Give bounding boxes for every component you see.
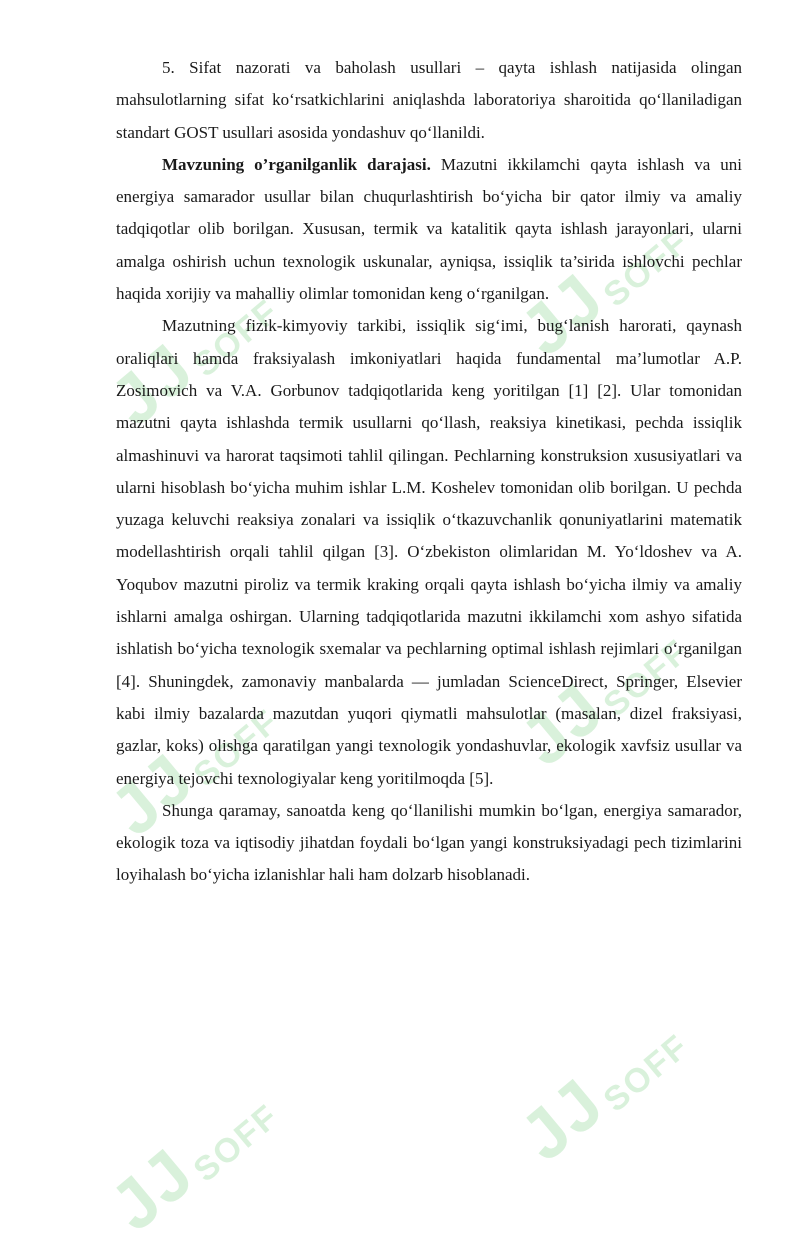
paragraph-quality-methods: 5. Sifat nazorati va baholash usullari – qayta ishlash natijasida olingan mahsulotlarning sifat ko‘rsatkichlarini aniqlashda laboratoriya sharoitida qo‘llaniladigan standart GOST usullari asosida yondashuv qo‘llanildi.	[116, 58, 742, 142]
watermark-logo: JJSOFF	[95, 702, 287, 851]
paragraph-body: Mazutni ikkilamchi qayta ishlash va uni energiya samarador usullar bilan chuqurlashtirish bo‘yicha bir qator ilmiy va amaliy tadqiqotlar olib borilgan. Xususan, termik va katalitik qayta ishlash jarayonlari, ularni amalga oshirish uchun texnologik uskunalar, ayniqsa, issiqlik ta’sirida ishlovchi pechlar haqida xorijiy va mahalliy olimlar tomonidan keng o‘rganilgan.	[116, 154, 742, 304]
paragraph-literature-review: Mazutning fizik-kimyoviy tarkibi, issiqlik sig‘imi, bug‘lanish harorati, qaynash oraliqlari hamda fraksiyalash imkoniyatlari haqida fundamental ma’lumotlar A.P. Zosimovich va V.A. Gorbunov tadqiqotlarida keng yoritilgan [1] [2]. Ular tomonidan mazutni qayta ishlashda termik usullarni qo‘llash, reaksiya kinetikasi, pechda issiqlik almashinuvi va harorat taqsimoti tahlil qilingan. Pechlarning konstruksion xususiyatlari va ularni hisoblash bo‘yicha muhim ishlar L.M. Koshelev tomonidan olib borilgan. U pechda yuzaga keluvchi reaksiya zonalari va issiqlik o‘tkazuvchanlik qonuniyatlarini matematik modellashtirish orqali tahlil qilgan [3]. O‘zbekiston olimlaridan M. Yo‘ldoshev va A. Yoqubov mazutni piroliz va termik kraking orqali qayta ishlash bo‘yicha ilmiy va amaliy ishlarni amalga oshirgan. Ularning tadqiqotlarida mazutni ikkilamchi xom ashyo sifatida ishlatish bo‘yicha texnologik sxemalar va pechlarning optimal ishlash rejimlari o‘rganilgan [4]. Shuningdek, zamonaviy manbalarda — jumladan ScienceDirect, Springer, Elsevier kabi ilmiy bazalarda mazutdan yuqori qiymatli mahsulotlar (masalan, dizel fraksiyasi, gazlar, koks) olishga qaratilgan yangi texnologik yondashuvlar, ekologik xavfsiz usullar va energiya tejovchi texnologiyalar keng yoritilmoqda [5].	[116, 316, 742, 788]
section-heading: Mavzuning o’rganilganlik darajasi.	[162, 154, 431, 174]
paragraph-study-level	[116, 149, 742, 310]
watermark-logo: JJSOFF	[505, 222, 697, 371]
watermark-logo: JJSOFF	[95, 1097, 287, 1246]
document-page	[116, 52, 742, 892]
watermark-logo: JJSOFF	[505, 1027, 697, 1176]
watermark-logo: JJSOFF	[95, 292, 287, 441]
paragraph-conclusion: Shunga qaramay, sanoatda keng qo‘llanilishi mumkin bo‘lgan, energiya samarador, ekologik toza va iqtisodiy jihatdan foydali bo‘lgan yangi konstruksiyadagi pech tizimlarini loyihalash bo‘yicha izlanishlar hali ham dolzarb hisoblanadi.	[116, 800, 742, 885]
watermark-logo: JJSOFF	[505, 632, 697, 781]
